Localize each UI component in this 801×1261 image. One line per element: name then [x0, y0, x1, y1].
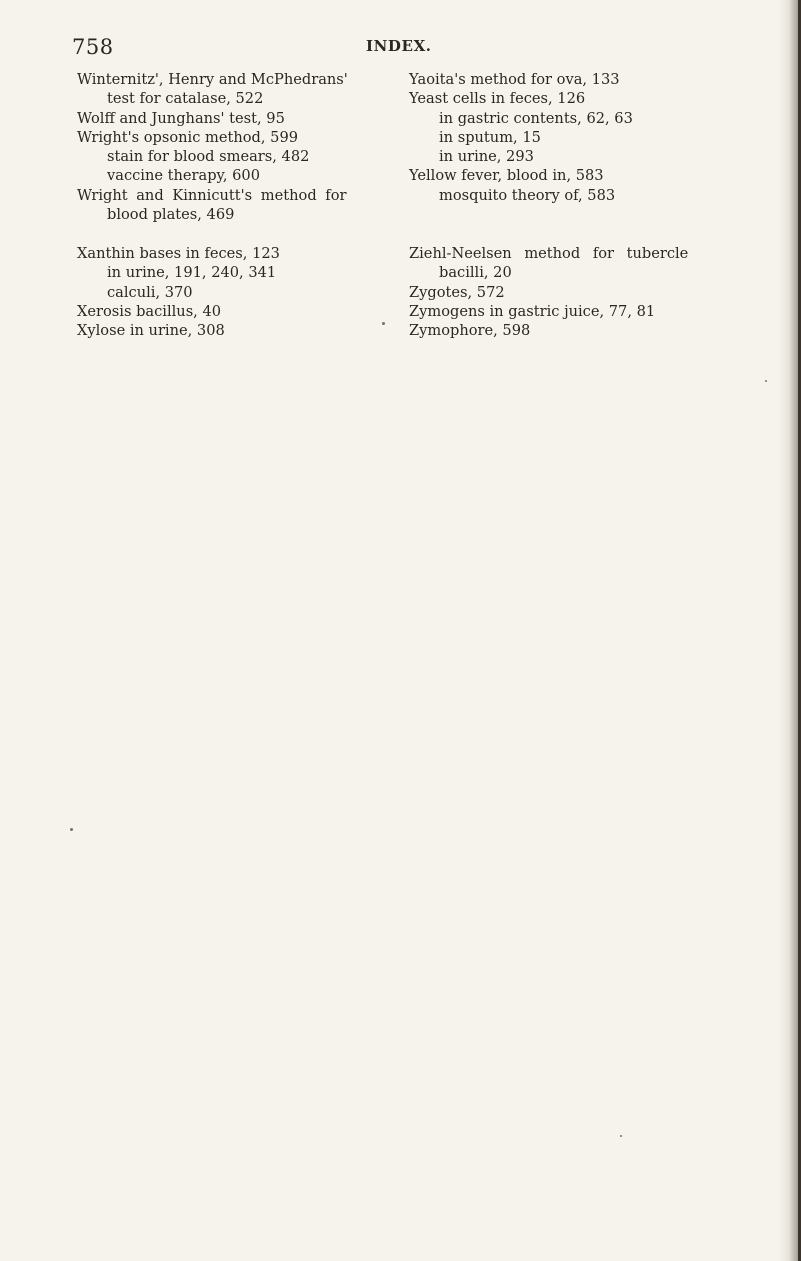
index-subentry: in urine, 191, 240, 341 [107, 264, 277, 282]
running-head: INDEX. [366, 37, 432, 55]
index-entry: Xylose in urine, 308 [77, 322, 225, 340]
index-entry [77, 70, 417, 89]
index-group-z [409, 244, 749, 340]
index-entry: Wright's opsonic method, 599 [77, 128, 299, 146]
index-entry-continuation: test for catalase, 522 [107, 90, 264, 108]
index-subentry: in urine, 293 [439, 148, 534, 166]
index-entry: Wright and Kinnicutt's method for [77, 186, 347, 204]
index-subentry: in gastric contents, 62, 63 [439, 109, 633, 127]
index-group-y [409, 70, 749, 205]
paper-speck [70, 828, 73, 831]
paper-speck [765, 380, 767, 382]
entry-text: Winternitz', Henry and McPhedrans' [77, 71, 348, 88]
index-entry: Zymophore, 598 [409, 322, 531, 340]
index-subentry: calculi, 370 [107, 283, 193, 301]
index-entry: Xerosis bacillus, 40 [77, 302, 222, 320]
index-entry: Ziehl-Neelsen method for tubercle [409, 245, 689, 262]
index-entry: Zymogens in gastric juice, 77, 81 [409, 302, 656, 320]
index-entry: Xanthin bases in feces, 123 [77, 245, 280, 262]
index-subentry: mosquito theory of, 583 [439, 186, 616, 204]
index-group-x [77, 244, 417, 340]
index-entry-continuation: bacilli, 20 [439, 264, 512, 282]
index-entry: Yeast cells in feces, 126 [409, 90, 586, 108]
paper-speck [382, 322, 385, 325]
page-number: 758 [72, 35, 114, 59]
index-group-w [77, 70, 417, 224]
index-entry-continuation: blood plates, 469 [107, 206, 235, 224]
index-entry: Yaoita's method for ova, 133 [409, 71, 620, 88]
index-subentry: vaccine therapy, 600 [107, 167, 260, 185]
index-subentry: in sputum, 15 [439, 128, 541, 146]
index-entry: Zygotes, 572 [409, 283, 505, 301]
paper-speck [620, 1135, 622, 1137]
index-entry: Yellow fever, blood in, 583 [409, 167, 604, 185]
index-entry: Wolff and Junghans' test, 95 [77, 109, 285, 127]
index-subentry: stain for blood smears, 482 [107, 148, 310, 166]
